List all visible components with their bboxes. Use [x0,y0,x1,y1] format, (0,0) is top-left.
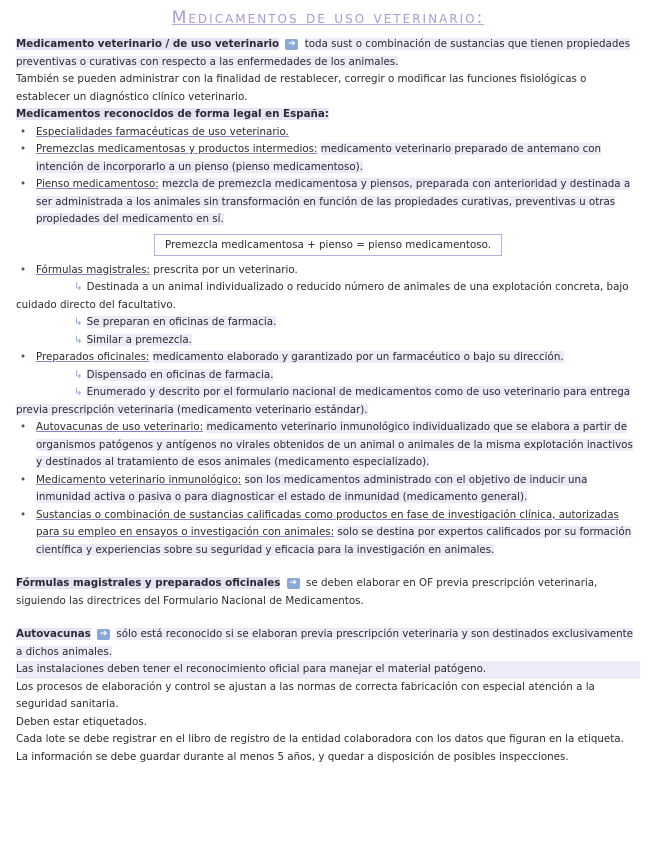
item-text: prescrita por un veterinario. [153,263,298,276]
sub-item [16,384,640,419]
intro-extra: También se pueden administrar con la finalidad de restablecer, corregir o modificar las funciones fisiológicas o establecer un diagnóstico clínico veterinario. [16,73,587,103]
item-text: medicamento veterinario inmunológico individualizado que se elabora a partir de organismos patógenos y antígenos no virales obtenidos de un animal o animales de la misma explotación inactivos y destinados al tratamiento de esos animales (medicamento especializado). [36,421,633,468]
sub-item [16,332,640,350]
formulas-note [16,575,640,610]
formulas-note-text: se deben elaborar en OF previa prescripción veterinaria, siguiendo las directrices del Formulario Nacional de Medicamentos. [16,577,598,607]
item-text: son los medicamentos administrado con el objetivo de inducir una inmunidad activa o pasiva o para diagnosticar el estado de inmunidad (medicamento general). [36,473,588,503]
sub-item [16,314,640,332]
sub-item-text: Destinada a un animal individualizado o reducido número de animales de una explotación concreta, bajo cuidado directo del facultativo. [16,281,629,311]
sub-item-text: Enumerado y descrito por el formulario nacional de medicamentos como de uso veterinario para entrega previa prescripción veterinaria (medicamento veterinario estándar). [16,386,631,416]
item-term: Fórmulas magistrales: [36,263,150,276]
list-item [36,141,640,176]
sub-arrow-icon: ↳ [74,316,83,328]
item-term: Pienso medicamentoso: [36,178,159,190]
sub-item-text: Similar a premezcla. [86,333,192,346]
intro-term: Medicamento veterinario / de uso veterinario [16,38,280,50]
sub-arrow-icon: ↳ [74,386,83,398]
autovacunas-line: Cada lote se debe registrar en el libro de registro de la entidad colaboradora con los datos que figuran en la etiqueta. [16,733,624,745]
formulas-note-term: Fórmulas magistrales y preparados oficinales [16,577,281,589]
page-title: Medicamentos de uso veterinario: [171,8,485,28]
formulas-list [16,262,640,280]
autovacunas-line: Deben estar etiquetados. [16,715,147,728]
autovacunas-term: Autovacunas [16,628,91,640]
item-text: solo se destina por expertos calificados por su formación científica y experiencias sobre su seguridad y eficacia para la investigación en animales. [36,526,632,556]
item-term: Autovacunas de uso veterinario: [36,421,204,433]
arrow-right-icon: ➔ [97,629,110,640]
sub-arrow-icon: ↳ [74,368,83,381]
legal-heading-text: Medicamentos reconocidos de forma legal en España: [16,108,329,120]
list-item [36,262,640,280]
sub-arrow-icon: ↳ [74,333,83,346]
preparados-list [16,349,640,367]
intro-definition [16,36,640,71]
autovacunas-text: sólo está reconocido si se elaboran previa prescripción veterinaria y son destinados exclusivamente a dichos animales. [16,628,633,658]
intro-def-text: toda sust o combinación de sustancias que tienen propiedades preventivas o curativas con respecto a las enfermedades de los animales. [16,38,631,68]
sub-item-text: Dispensado en oficinas de farmacia. [86,368,274,381]
arrow-right-icon: ➔ [285,39,298,50]
formula-box-wrap [16,233,640,256]
item-term: Medicamento veterinario inmunológico: [36,473,242,486]
arrow-right-icon: ➔ [287,578,300,589]
sub-item-text: Se preparan en oficinas de farmacia. [86,316,277,328]
item-text: medicamento veterinario preparado de antemano con intención de incorporarlo a un pienso (pienso medicamentoso). [36,143,602,173]
list-item [36,124,640,142]
list-item [36,507,640,560]
sub-arrow-icon: ↳ [74,281,83,293]
autovacunas-line: Los procesos de elaboración y control se ajustan a las normas de correcta fabricación con especial atención a la seguridad sanitaria. [16,680,595,710]
list-item [36,349,640,367]
autovacunas-line: Las instalaciones deben tener el reconocimiento oficial para manejar el material patógeno. [16,661,640,679]
legal-list [16,124,640,229]
item-term: Premezclas medicamentosas y productos intermedios: [36,143,318,155]
item-term: Especialidades farmacéuticas de uso veterinario. [36,125,289,138]
autovacunas-line: La información se debe guardar durante al menos 5 años, y quedar a disposición de posibles inspecciones. [16,750,569,763]
formula-box: Premezcla medicamentosa + pienso = pienso medicamentoso. [154,234,502,256]
item-term: Sustancias o combinación de sustancias calificadas como productos en fase de investigación clínica, autorizadas para su empleo en ensayos o investigación con animales: [36,508,619,538]
list-item [36,419,640,472]
sub-item [16,367,640,385]
item-text: mezcla de premezcla medicamentosa y piensos, preparada con anterioridad y destinada a ser administrada a los animales sin transformación en función de las propiedades curativas, preventivas u otras propiedades del medicamento en sí. [36,178,631,225]
sub-item [16,279,640,314]
autovacunas-note [16,626,640,661]
legal-heading [16,106,640,124]
list-item [36,176,640,229]
list-item [36,472,640,507]
item-term: Preparados oficinales: [36,351,150,363]
item-text: medicamento elaborado y garantizado por un farmacéutico o bajo su dirección. [152,351,564,363]
more-list [16,419,640,559]
spacer [16,559,640,575]
spacer [16,610,640,626]
